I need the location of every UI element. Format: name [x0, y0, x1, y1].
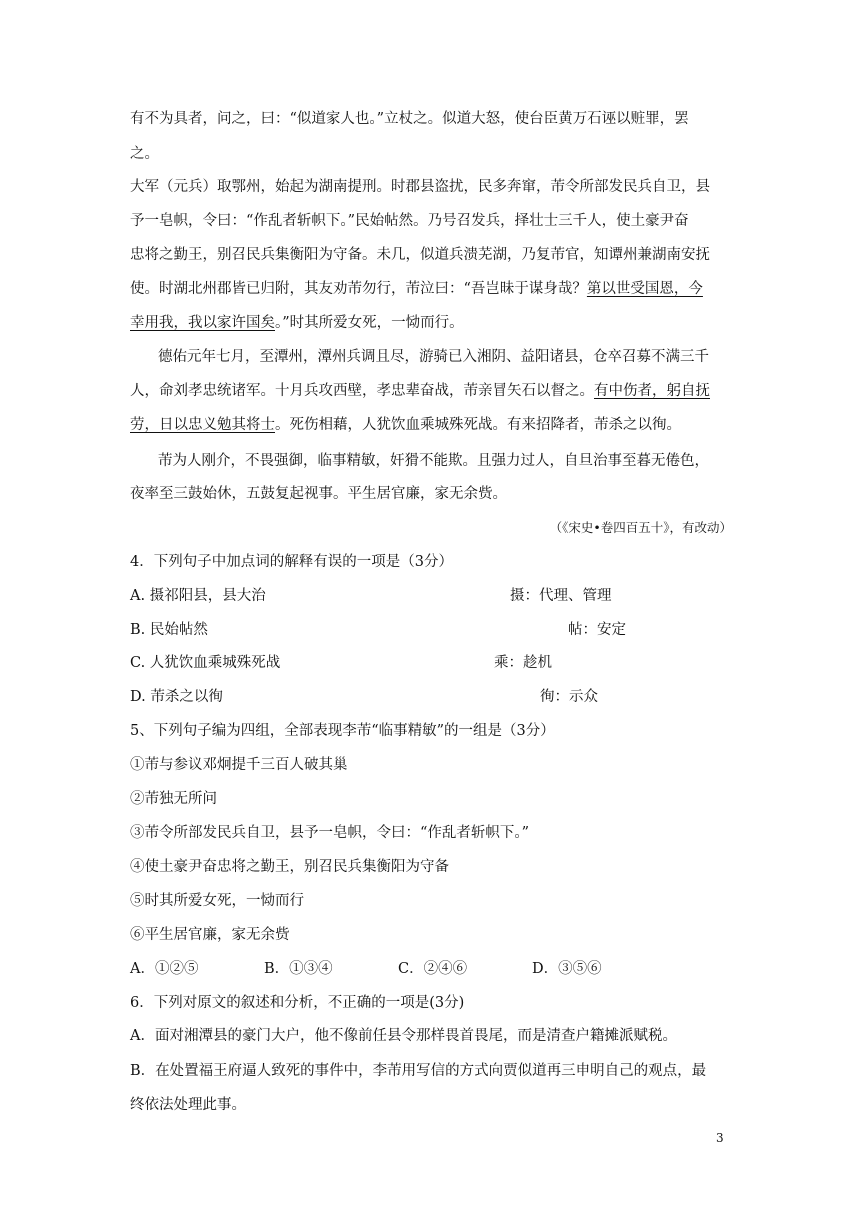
q6-option-a: A．面对湘潭县的豪门大户，他不像前任县令那样畏首畏尾，而是清查户籍摊派赋税。 [130, 1028, 677, 1044]
passage-text: 使。时湖北州郡皆已归附，其友劝芾勿行，芾泣曰：“吾岂昧于谋身哉？ [130, 281, 587, 297]
q4-option-c-gloss: 乘：趁机 [494, 655, 552, 671]
question-5-stem: 5、下列句子编为四组，全部表现李芾“临事精敏”的一组是（3分） [130, 723, 555, 739]
q5-item: ②芾独无所问 [130, 791, 217, 807]
q5-item: ⑤时其所爱女死，一恸而行 [130, 893, 304, 909]
page-number: 3 [716, 1131, 724, 1145]
q5-choice-a: A．①②⑤ [130, 961, 199, 977]
q4-option-d-gloss: 徇：示众 [540, 689, 598, 705]
passage-text: 人，命刘孝忠统诸军。十月兵攻西壁，孝忠辈奋战，芾亲冒矢石以督之。 [130, 383, 594, 399]
q5-item: ③芾令所部发民兵自卫，县予一皂帜，令曰：“作乱者斩帜下。” [130, 825, 530, 841]
underlined-sentence: 劳，日以忠义勉其将士 [130, 417, 275, 433]
q5-choice-b: B．①③④ [264, 961, 333, 977]
q5-choices [130, 959, 666, 979]
passage-line: 忠将之勤王，别召民兵集衡阳为守备。未几，似道兵溃芜湖，乃复芾官，知谭州兼湖南安抚 [130, 247, 710, 263]
q5-choice-d: D．③⑤⑥ [532, 961, 602, 977]
underlined-sentence: 幸用我，我以家许国矣 [130, 315, 275, 331]
q5-item: ④使土豪尹奋忠将之勤王，别召民兵集衡阳为守备 [130, 859, 449, 875]
passage-line: 大军（元兵）取鄂州，始起为湖南提刑。时郡县盗扰，民多奔窜，芾令所部发民兵自卫，县 [130, 179, 710, 195]
passage-line: 之。 [130, 146, 159, 162]
underlined-sentence: 第以世受国恩，今 [586, 281, 703, 297]
passage-line: 予一皂帜，令曰：“作乱者斩帜下。”民始帖然。乃号召发兵，择壮士三千人，使土豪尹奋 [130, 213, 689, 229]
q4-option-c: C. 人犹饮血乘城殊死战 [130, 655, 281, 671]
q4-option-b-gloss: 帖：安定 [568, 622, 626, 638]
passage-line: 芾为人刚介，不畏强御，临事精敏，奸猾不能欺。且强力过人，自旦治事至暮无倦色， [158, 453, 709, 469]
underlined-sentence: 有中伤者，躬自抚 [594, 383, 710, 399]
passage-line [130, 381, 710, 401]
q6-option-b: 终依法处理此事。 [130, 1097, 246, 1113]
q4-option-b: B. 民始帖然 [130, 622, 208, 638]
q4-option-a: A. 摄祁阳县，县大治 [130, 588, 266, 604]
source-citation: （《宋史•卷四百五十》，有改动） [549, 520, 732, 535]
q6-option-b: B．在处置福王府逼人致死的事件中，李芾用写信的方式向贾似道再三申明自己的观点，最 [130, 1063, 707, 1079]
passage-text: 。”时其所爱女死，一恸而行。 [275, 315, 464, 331]
question-6-stem: 6．下列对原文的叙述和分析，不正确的一项是(3分) [130, 995, 465, 1011]
q5-item: ⑥平生居官廉，家无余赀 [130, 927, 290, 943]
question-4-stem: 4．下列句子中加点词的解释有误的一项是（3分） [130, 554, 453, 570]
passage-text: 。死伤相藉，人犹饮血乘城殊死战。有来招降者，芾杀之以徇。 [275, 417, 681, 433]
passage-line [130, 279, 703, 299]
passage-line: 有不为具者，问之，曰：“似道家人也。”立杖之。似道大怒，使台臣黄万石诬以赃罪，罢 [130, 111, 689, 127]
q4-option-a-gloss: 摄：代理、管理 [510, 588, 612, 604]
passage-line: 德佑元年七月，至潭州，潭州兵调且尽，游骑已入湘阴、益阳诸县，仓卒召募不满三千 [158, 349, 709, 365]
passage-line [130, 415, 681, 435]
q4-option-d: D. 芾杀之以徇 [130, 689, 223, 705]
passage-line: 夜率至三鼓始休，五鼓复起视事。平生居官廉，家无余赀。 [130, 486, 507, 502]
q5-item: ①芾与参议邓炯提千三百人破其巢 [130, 757, 348, 773]
passage-line [130, 313, 464, 333]
q5-choice-c: C．②④⑥ [398, 961, 468, 977]
